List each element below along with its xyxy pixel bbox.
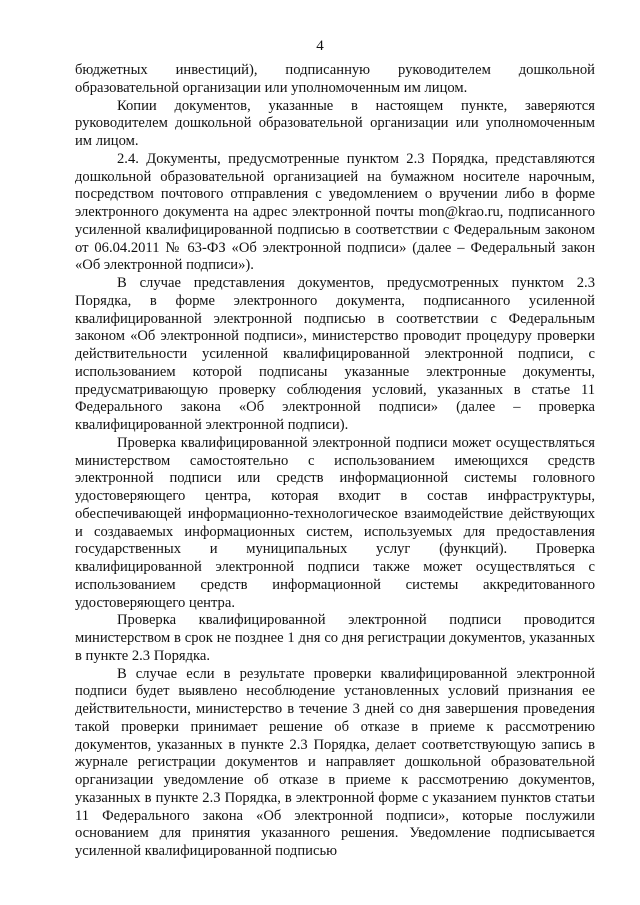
paragraph-verification-deadline: Проверка квалифицированной электронной подписи проводится министерством в срок не позднее 1 дня со дня регистрации документов, указанных в пункте 2.3 Порядка. — [75, 612, 595, 664]
paragraph-signature-verification-means: Проверка квалифицированной электронной подписи может осуществляться министерством самостоятельно с использованием имеющихся средств электронной подписи или средств информационной системы головного удостоверяющего центра, которая входит в состав инфраструктуры, обеспечивающей информационно-технологическое взаимодействие действующих и создаваемых информационных систем, используемых для предоставления государственных и муниципальных услуг (функций). Проверка квалифицированной электронной подписи также может осуществляться с использованием средств информационной системы аккредитованного удостоверяющего центра. — [75, 434, 595, 611]
document-body — [75, 62, 595, 861]
paragraph-budget-investments: бюджетных инвестиций), подписанную руководителем дошкольной образовательной организации или уполномоченным им лицом. — [75, 62, 595, 96]
paragraph-2-4-submission: 2.4. Документы, предусмотренные пунктом 2.3 Порядка, представляются дошкольной образовательной организацией на бумажном носителе нарочным, посредством почтового отправления с уведомлением о вручении либо в форме электронного документа на адрес электронной почты mon@krao.ru, подписанного усиленной квалифицированной подписью в соответствии с Федеральным законом от 06.04.2011 № 63-ФЗ «Об электронной подписи» (далее – Федеральный закон «Об электронной подписи»). — [75, 150, 595, 274]
paragraph-electronic-submission: В случае представления документов, предусмотренных пунктом 2.3 Порядка, в форме электронного документа, подписанного усиленной квалифицированной электронной подписью в соответствии с Федеральным законом «Об электронной подписи», министерство проводит процедуру проверки действительности усиленной квалифицированной электронной подписи, с использованием которой подписаны указанные электронные документы, предусматривающую проверку соблюдения условий, указанных в статье 11 Федерального закона «Об электронной подписи» (далее – проверка квалифицированной электронной подписи). — [75, 275, 595, 433]
paragraph-document-copies: Копии документов, указанные в настоящем пункте, заверяются руководителем дошкольной образовательной организации или уполномоченным им лицом. — [75, 97, 595, 149]
page-number: 4 — [316, 38, 324, 54]
paragraph-refusal-notice: В случае если в результате проверки квалифицированной электронной подписи будет выявлено несоблюдение установленных условий признания ее действительности, министерство в течение 3 дней со дня завершения проведения такой проверки принимает решение об отказе в приеме к рассмотрению документов, указанных в пункте 2.3 Порядка, делает соответствующую запись в журнале регистрации документов и направляет дошкольной образовательной организации уведомление об отказе в приеме к рассмотрению документов, указанных в пункте 2.3 Порядка, в электронной форме с указанием пунктов статьи 11 Федерального закона «Об электронной подписи», которые послужили основанием для принятия указанного решения. Уведомление подписывается усиленной квалифицированной подписью — [75, 665, 595, 859]
